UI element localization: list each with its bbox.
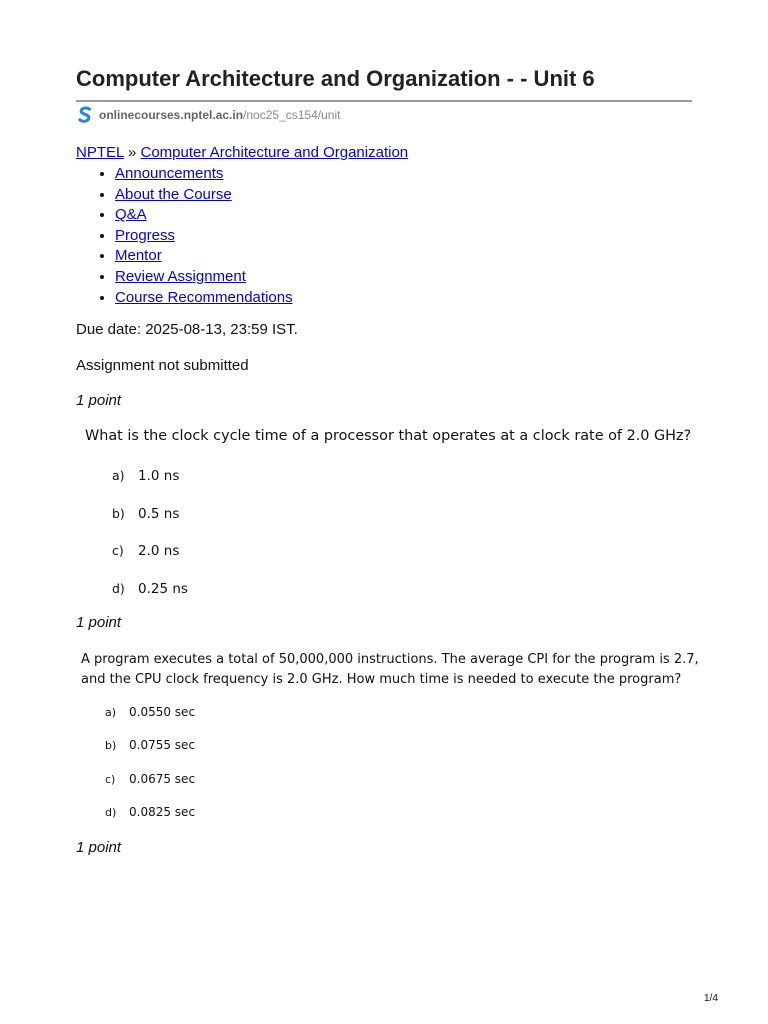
- question-2-option-b: [105, 738, 195, 752]
- option-label: c): [105, 773, 116, 786]
- question-1-option-c: [112, 543, 179, 559]
- breadcrumb-nptel-link[interactable]: NPTEL: [76, 144, 124, 161]
- submission-status: Assignment not submitted: [76, 357, 249, 374]
- question-3-points: 1 point: [76, 839, 122, 856]
- option-label: d): [105, 806, 117, 819]
- option-text: 0.0755 sec: [129, 738, 196, 752]
- question-1-option-b: [112, 506, 179, 522]
- question-1-text: What is the clock cycle time of a processor that operates at a clock rate of 2.0 GHz?: [85, 428, 692, 444]
- nav-link-qa[interactable]: Q&A: [115, 206, 147, 224]
- nav-item-recommendations: [115, 288, 293, 309]
- nav-item-mentor: [115, 246, 293, 267]
- question-2-text-line-2: and the CPU clock frequency is 2.0 GHz. How much time is needed to execute the program?: [81, 672, 682, 687]
- nav-link-progress[interactable]: Progress: [115, 226, 176, 244]
- scribd-s-icon: [76, 106, 94, 124]
- nav-link-about-course[interactable]: About the Course: [115, 185, 232, 203]
- question-1-option-a: [112, 468, 179, 484]
- nav-item-qa: [115, 205, 293, 226]
- option-label: c): [112, 543, 124, 558]
- question-2-text-line-1: A program executes a total of 50,000,000 instructions. The average CPI for the program is 2.7,: [81, 652, 699, 667]
- nav-link-mentor[interactable]: Mentor: [115, 247, 162, 265]
- nav-link-review-assignment[interactable]: Review Assignment: [115, 267, 246, 285]
- source-line: [76, 106, 340, 124]
- source-domain: onlinecourses.nptel.ac.in: [99, 108, 244, 122]
- nav-item-about: [115, 185, 293, 206]
- nav-link-course-recommendations[interactable]: Course Recommendations: [115, 288, 293, 306]
- option-label: d): [112, 581, 125, 596]
- option-text: 0.5 ns: [138, 506, 180, 522]
- breadcrumb-course-link[interactable]: Computer Architecture and Organization: [140, 144, 409, 161]
- question-2-option-c: [105, 772, 195, 786]
- source-path: /noc25_cs154/unit: [243, 108, 341, 122]
- title-divider: [76, 100, 692, 102]
- due-date: Due date: 2025-08-13, 23:59 IST.: [76, 321, 298, 338]
- option-label: a): [112, 468, 125, 483]
- option-label: b): [112, 506, 125, 521]
- nav-link-announcements[interactable]: Announcements: [115, 165, 224, 182]
- question-2-points: 1 point: [76, 614, 122, 631]
- question-1-option-d: [112, 581, 188, 597]
- option-label: b): [105, 739, 117, 752]
- nav-item-announcements: [115, 164, 293, 185]
- breadcrumb-separator: »: [127, 144, 137, 161]
- course-nav-list: [76, 164, 293, 308]
- question-2-option-a: [105, 705, 195, 719]
- option-text: 0.0675 sec: [129, 772, 196, 786]
- option-text: 0.25 ns: [138, 581, 188, 597]
- question-2-option-d: [105, 805, 195, 819]
- nav-item-progress: [115, 226, 293, 247]
- option-text: 1.0 ns: [138, 468, 180, 484]
- option-text: 0.0550 sec: [129, 705, 196, 719]
- option-text: 0.0825 sec: [129, 805, 196, 819]
- page-number: 1/4: [704, 993, 718, 1004]
- nav-item-review: [115, 267, 293, 288]
- breadcrumb: [76, 144, 408, 161]
- page-title: Computer Architecture and Organization - - Unit 6: [76, 66, 595, 91]
- option-text: 2.0 ns: [138, 543, 180, 559]
- option-label: a): [105, 706, 117, 719]
- question-1-points: 1 point: [76, 392, 122, 409]
